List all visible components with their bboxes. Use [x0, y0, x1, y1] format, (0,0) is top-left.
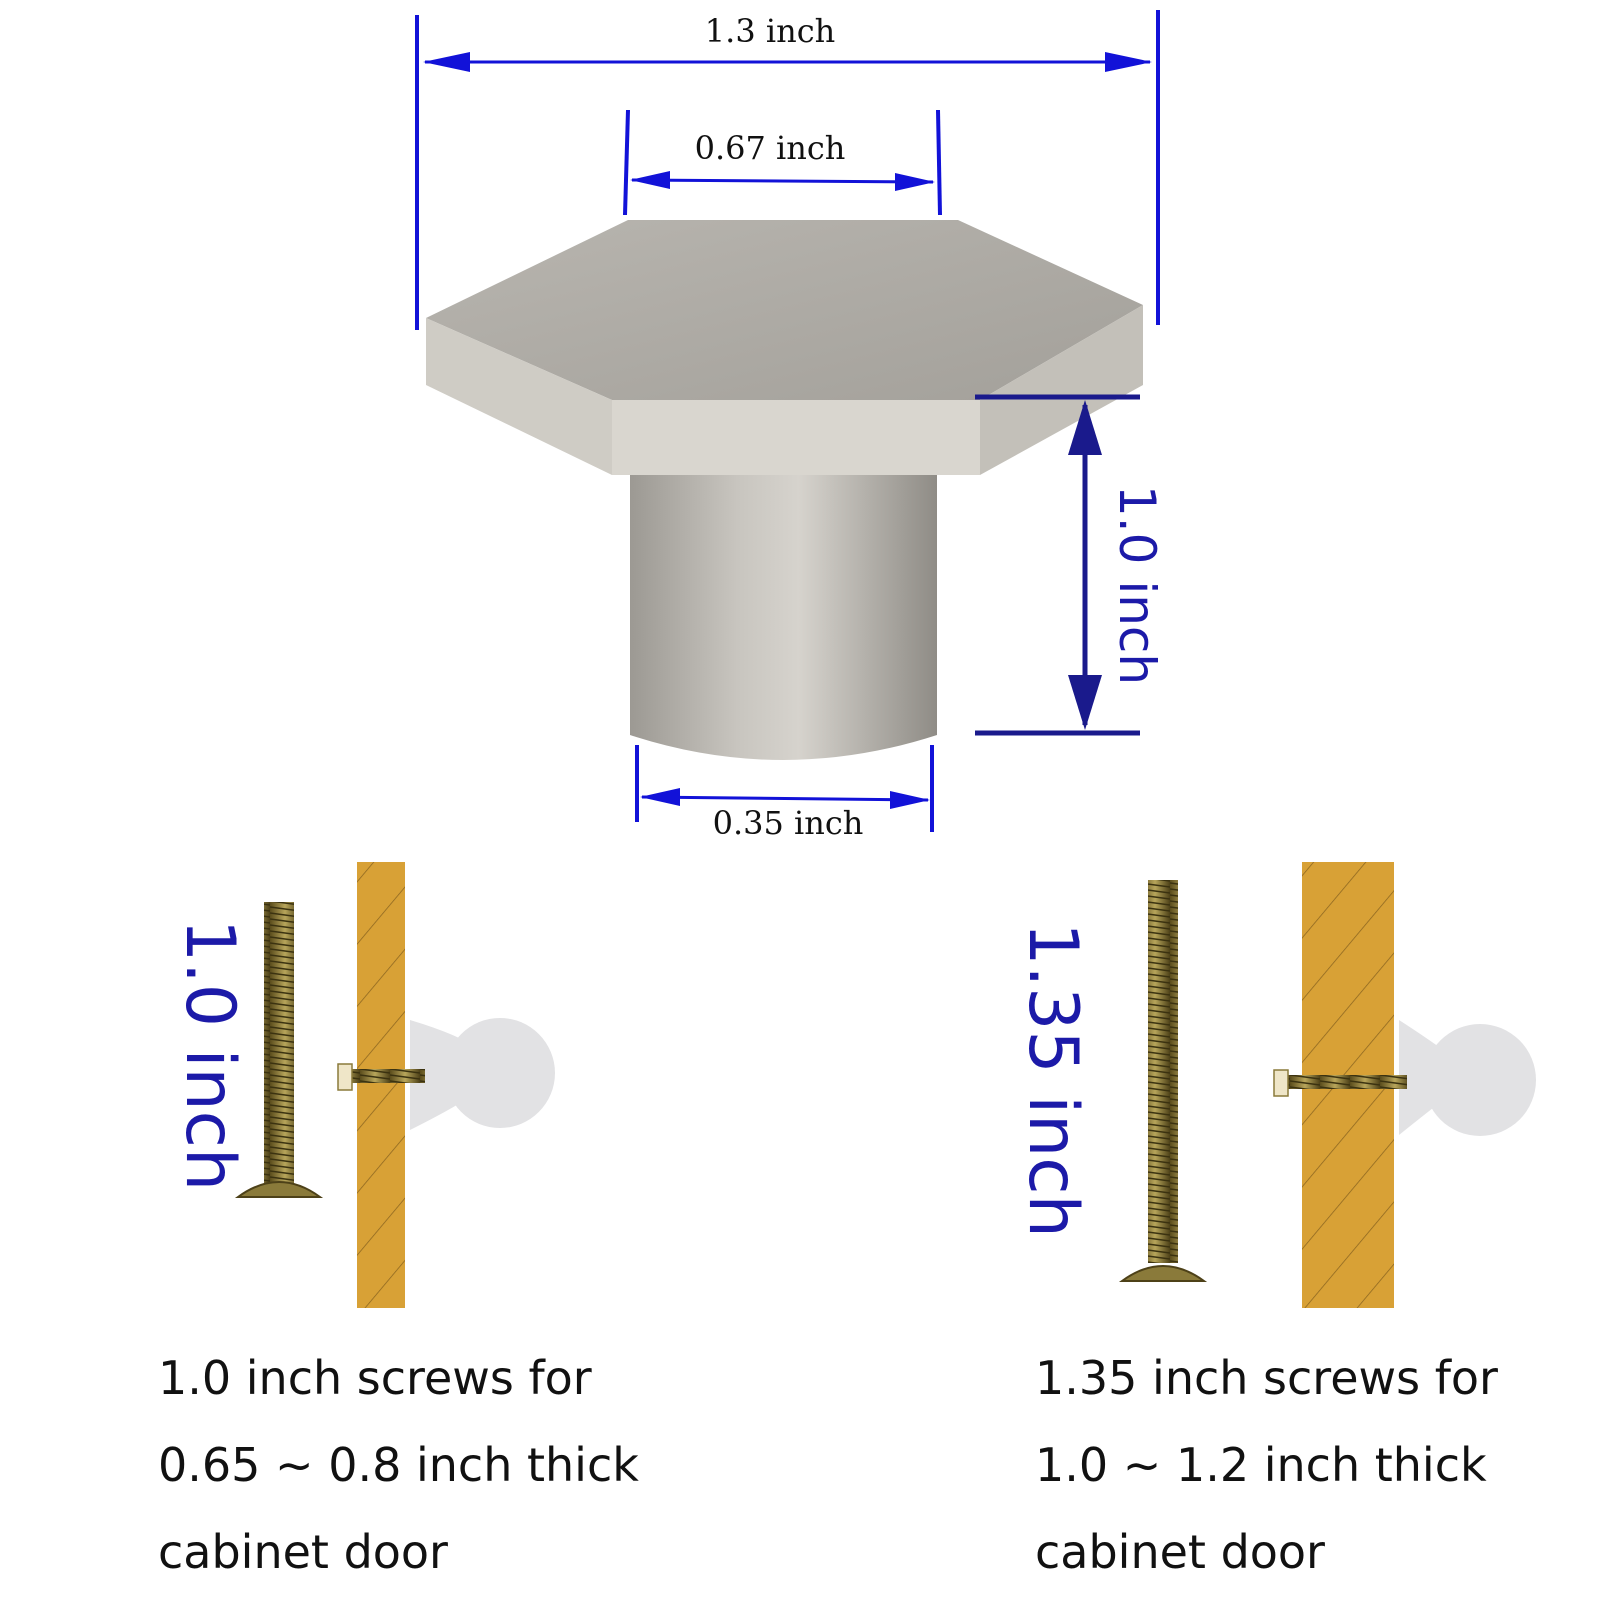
right-screw [1122, 880, 1204, 1281]
left-screw-diagram [170, 862, 555, 1308]
top-face-arrow-left [630, 171, 670, 189]
knob-stem [630, 465, 937, 760]
overall-width-arrow-right [1105, 52, 1152, 72]
right-screw-length-label: 1.35 inch [1013, 922, 1092, 1238]
caption-line: cabinet door [1035, 1525, 1325, 1579]
caption-line: 1.0 inch screws for [158, 1351, 592, 1405]
right-screw-caption [1035, 1335, 1498, 1596]
caption-line: 1.0 ~ 1.2 inch thick [1035, 1438, 1487, 1492]
stem-width-label: 0.35 inch [712, 804, 864, 842]
knob-illustration [426, 220, 1143, 760]
top-face-width-label: 0.67 inch [694, 129, 846, 167]
caption-line: cabinet door [158, 1525, 448, 1579]
left-screw-length-label: 1.0 inch [170, 918, 249, 1192]
top-face-extension-left [625, 110, 628, 215]
top-face-dimension-line [632, 180, 933, 182]
caption-line: 0.65 ~ 0.8 inch thick [158, 1438, 639, 1492]
right-knob-silhouette [1399, 1020, 1536, 1136]
stem-arrow-right [890, 791, 930, 809]
overall-width-label: 1.3 inch [704, 12, 836, 50]
knob-side-front [612, 400, 980, 475]
top-face-extension-right [938, 110, 940, 215]
stem-dimension-line [642, 797, 928, 800]
left-screw [238, 902, 320, 1197]
left-knob-silhouette [410, 1018, 555, 1130]
overall-width-arrow-left [423, 52, 470, 72]
right-screw-diagram [1013, 862, 1536, 1308]
caption-line: 1.35 inch screws for [1035, 1351, 1498, 1405]
left-cabinet-door [357, 862, 405, 1308]
top-face-arrow-right [895, 173, 935, 191]
stem-arrow-left [640, 788, 680, 806]
left-screw-caption [158, 1335, 639, 1596]
height-label: 1.0 inch [1108, 484, 1166, 686]
height-arrow-bottom [1068, 675, 1102, 730]
